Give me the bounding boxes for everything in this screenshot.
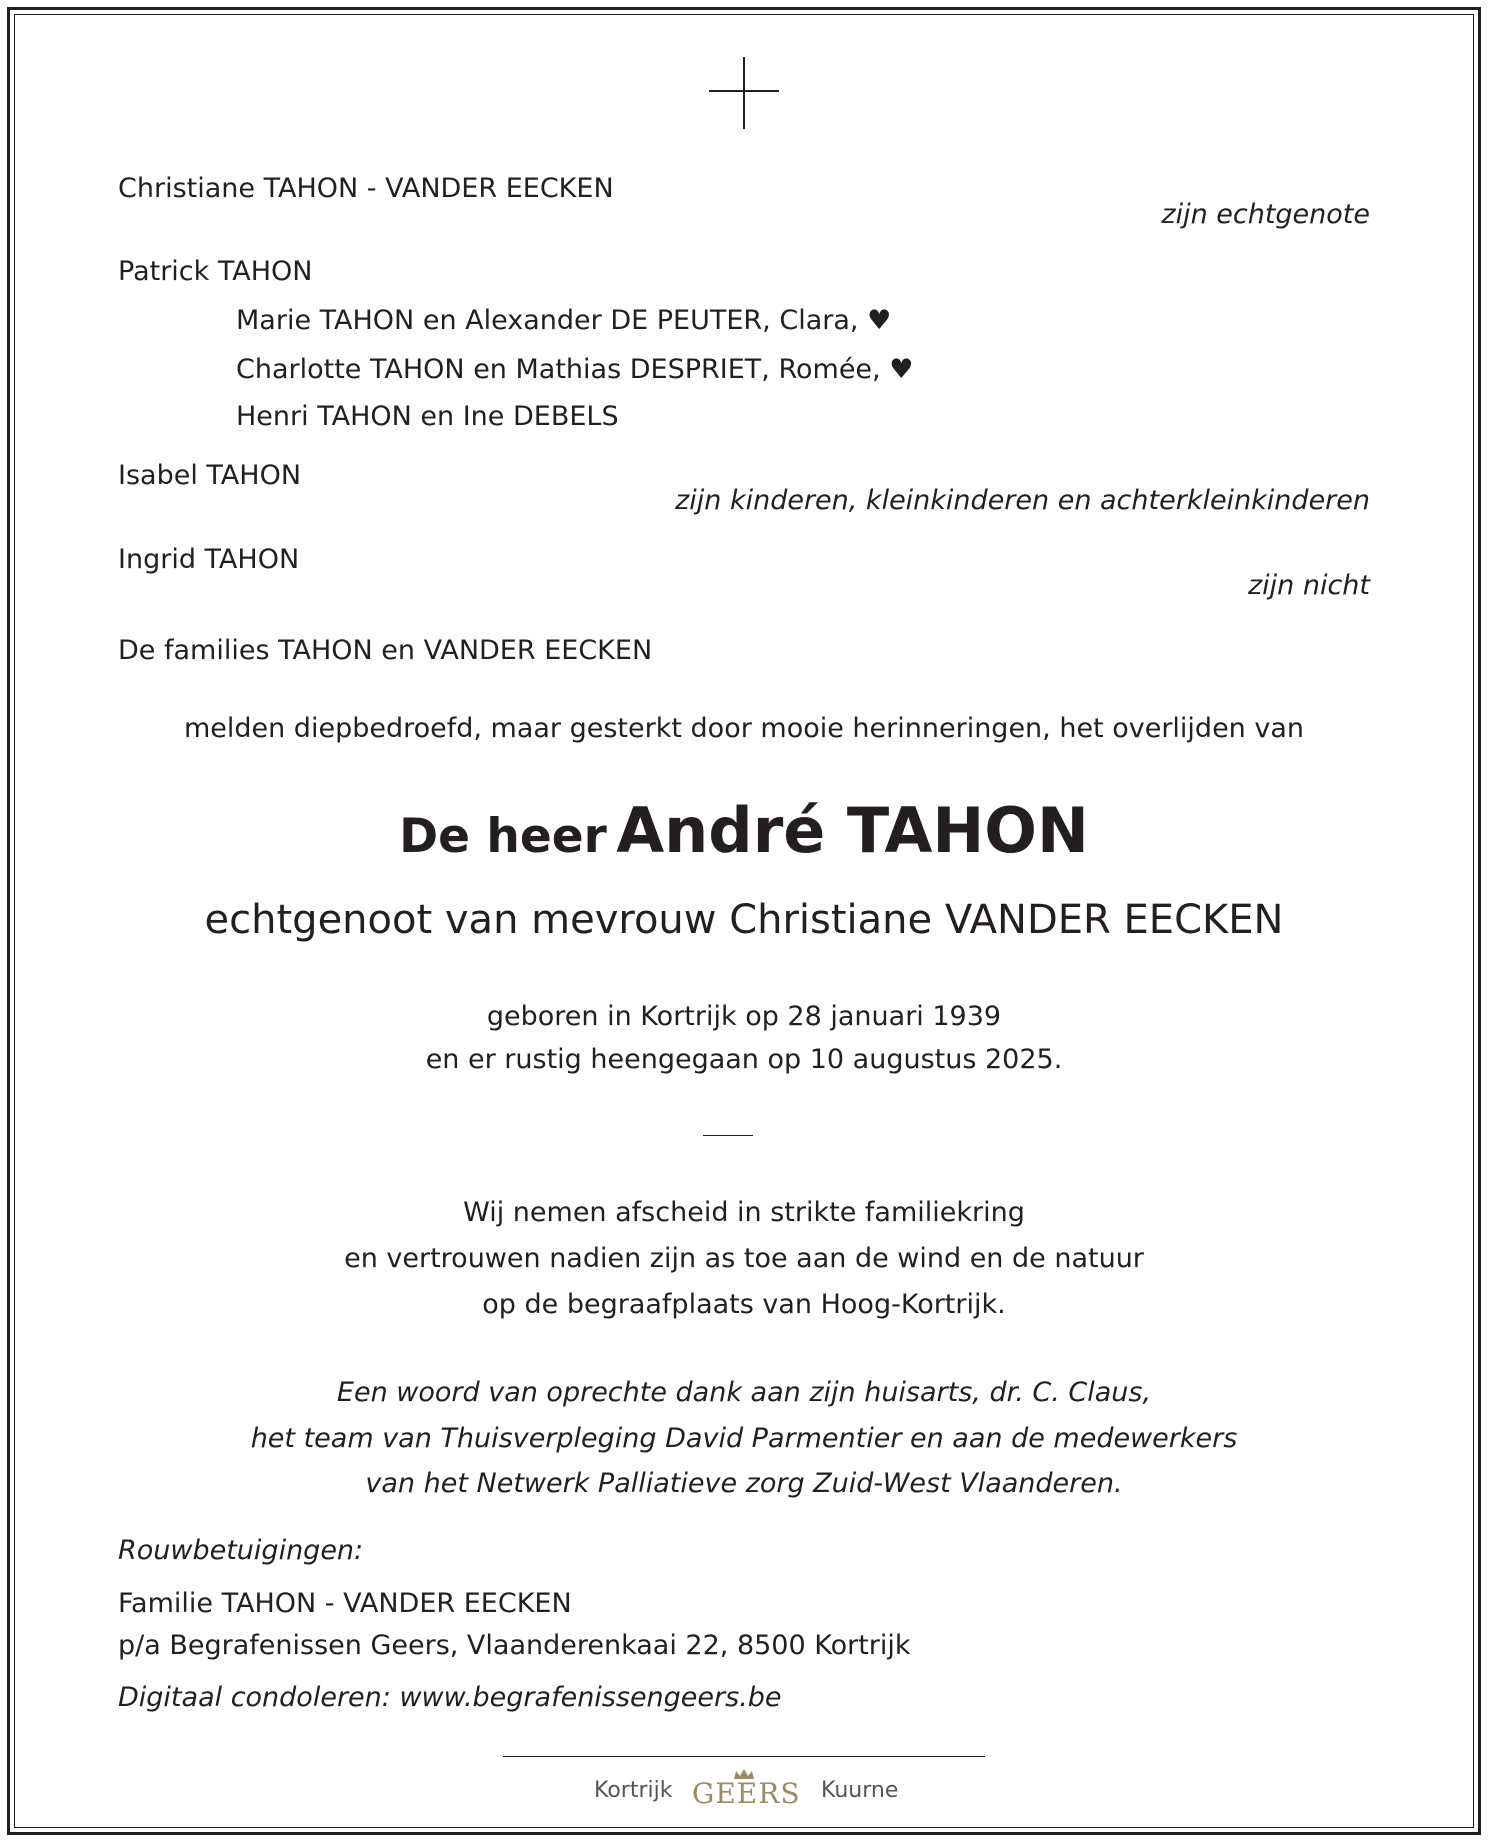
condolences-heading: Rouwbetuigingen: [118, 1535, 364, 1566]
thanks-line-3: van het Netwerk Palliatieve zorg Zuid-West Vlaanderen. [365, 1468, 1123, 1499]
grandchild-line-1: Marie TAHON en Alexander DE PEUTER, Clara, ♥ [236, 305, 892, 336]
condolences-address: p/a Begrafenissen Geers, Vlaanderenkaai 22, 8500 Kortrijk [118, 1630, 911, 1661]
heart-icon: ♥ [867, 305, 892, 336]
death-line: en er rustig heengegaan op 10 augustus 2025. [425, 1044, 1063, 1075]
farewell-line-2: en vertrouwen nadien zijn as toe aan de wind en de natuur [344, 1243, 1144, 1274]
birth-line: geboren in Kortrijk op 28 januari 1939 [486, 1001, 1002, 1032]
announcement: melden diepbedroefd, maar gesterkt door mooie herinneringen, het overlijden van [183, 713, 1305, 744]
geers-logo [692, 1771, 801, 1811]
footer-city-left: Kortrijk [594, 1778, 673, 1803]
farewell-line-3: op de begraafplaats van Hoog-Kortrijk. [482, 1289, 1006, 1320]
spouse-name: Christiane TAHON - VANDER EECKEN [118, 173, 614, 204]
niece-role: zijn nicht [1247, 570, 1370, 601]
deceased-prefix: De heer [399, 809, 607, 864]
families-line: De families TAHON en VANDER EECKEN [118, 635, 653, 666]
grandchild-line-2: Charlotte TAHON en Mathias DESPRIET, Romée, ♥ [236, 354, 914, 385]
niece-name: Ingrid TAHON [118, 544, 300, 575]
deceased-title [0, 790, 1488, 872]
deceased-name: André TAHON [616, 794, 1089, 867]
child-patrick: Patrick TAHON [118, 256, 313, 287]
child-isabel: Isabel TAHON [118, 460, 302, 491]
deceased-spouse-line: echtgenoot van mevrouw Christiane VANDER EECKEN [204, 897, 1284, 943]
footer-city-right: Kuurne [821, 1778, 899, 1803]
farewell-line-1: Wij nemen afscheid in strikte familiekring [463, 1197, 1025, 1228]
grandchild-line-3: Henri TAHON en Ine DEBELS [236, 401, 619, 432]
thanks-line-1: Een woord van oprechte dank aan zijn huisarts, dr. C. Claus, [336, 1377, 1152, 1408]
children-role: zijn kinderen, kleinkinderen en achterkleinkinderen [675, 485, 1370, 516]
heart-icon: ♥ [889, 354, 914, 385]
condolences-family: Familie TAHON - VANDER EECKEN [118, 1588, 572, 1619]
thanks-line-2: het team van Thuisverpleging David Parmentier en aan de medewerkers [250, 1423, 1238, 1454]
divider-long [503, 1756, 985, 1757]
brand-name: GEERS [692, 1777, 801, 1810]
condolences-digital[interactable]: Digitaal condoleren: www.begrafenissengeers.be [118, 1682, 782, 1713]
divider-short [703, 1135, 753, 1136]
spouse-role: zijn echtgenote [1161, 199, 1370, 230]
